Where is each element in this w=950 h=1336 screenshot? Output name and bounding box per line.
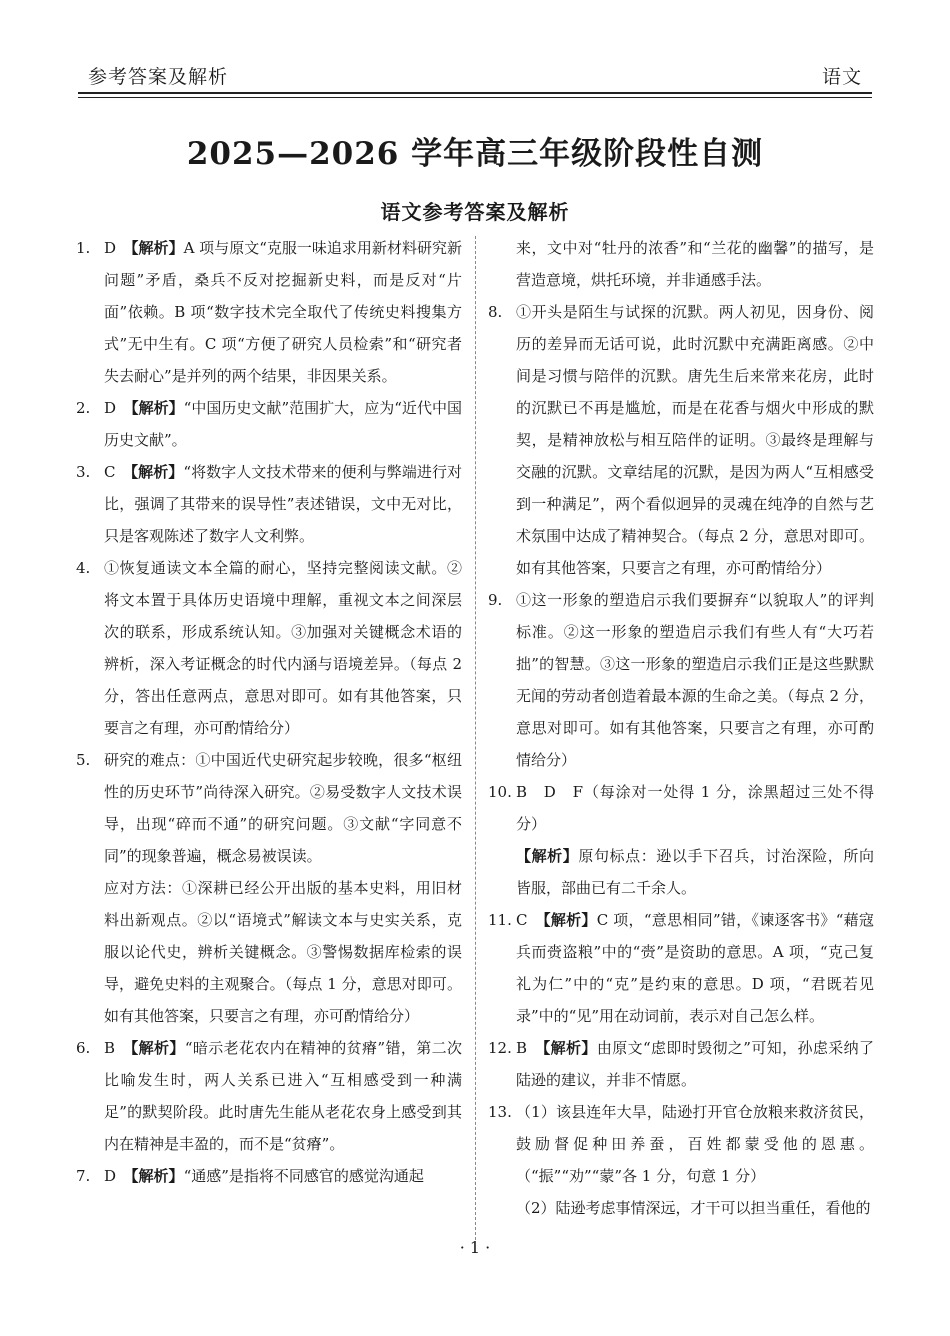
- analysis-tag: 【解析】: [131, 239, 184, 257]
- header-rule-thin: [78, 97, 872, 98]
- item-number: 11.: [488, 911, 512, 929]
- answer-item-6: [76, 1032, 462, 1160]
- page-number: · 1 ·: [459, 1238, 491, 1257]
- item-text: “暗示老花农内在精神的贫瘠”错，第二次比喻发生时，两人关系已进入“互相感受到一种满足”的默契阶段。此时唐先生能从老花农身上感受到其内在精神是丰盈的，而不是“贫瘠”。: [104, 1039, 462, 1153]
- analysis-tag: 【解析】: [543, 911, 597, 929]
- answer-item-11: [488, 904, 874, 1032]
- item-number: 2.: [76, 399, 91, 417]
- item-answer: D: [104, 239, 117, 257]
- item-number: 12.: [488, 1039, 512, 1057]
- item-number: 3.: [76, 463, 91, 481]
- item-text: ①这一形象的塑造启示我们要摒弃“以貌取人”的评判标准。②这一形象的塑造启示我们有些人有“大巧若拙”的智慧。③这一形象的塑造启示我们正是这些默默无闻的劳动者创造着最本源的生命之美。（每点 2 分，意思对即可。如有其他答案，只要言之有理，亦可酌情给分）: [516, 591, 874, 769]
- item-number: 7.: [76, 1167, 91, 1185]
- answer-item-4: [76, 552, 462, 744]
- item-number: 10.: [488, 783, 512, 801]
- analysis-tag: 【解析】: [542, 1039, 597, 1057]
- answer-item-9: [488, 584, 874, 776]
- column-divider: [475, 236, 476, 1240]
- right-column: [488, 232, 874, 1224]
- item-answer: B D F: [516, 783, 584, 801]
- header-rule-thick: [78, 92, 872, 94]
- item-extra-text: [516, 840, 874, 904]
- answer-item-3: [76, 456, 462, 552]
- item-number: 8.: [488, 303, 503, 321]
- analysis-tag: 【解析】: [130, 463, 184, 481]
- item-extra-text: （2）陆逊考虑事情深远，才干可以担当重任，看他的: [516, 1199, 871, 1217]
- document-subtitle: 语文参考答案及解析: [380, 200, 570, 224]
- left-column: [76, 232, 462, 1192]
- item-number: 5.: [76, 751, 91, 769]
- answer-item-5: [76, 744, 462, 1032]
- page-header: [78, 56, 872, 96]
- item-answer: D: [104, 1167, 117, 1185]
- analysis-tag: 【解析】: [516, 847, 579, 865]
- item-answer: B: [104, 1039, 116, 1057]
- item-text: ①开头是陌生与试探的沉默。两人初见，因身份、阅历的差异而无话可说，此时沉默中充满距离感。②中间是习惯与陪伴的沉默。唐先生后来常来花房，此时的沉默已不再是尴尬，而是在花香与烟火中形成的默契，是精神放松与相互陪伴的证明。③最终是理解与交融的沉默。文章结尾的沉默，是因为两人“互相感受到一种满足”，两个看似迥异的灵魂在纯净的自然与艺术氛围中达成了精神契合。（每点 2 分，意思对即可。如有其他答案，只要言之有理，亦可酌情给分）: [516, 303, 874, 577]
- answer-item-12: [488, 1032, 874, 1096]
- item-text: 来，文中对“牡丹的浓香”和“兰花的幽馨”的描写，是营造意境，烘托环境，并非通感手法。: [516, 239, 874, 289]
- analysis-tag: 【解析】: [131, 1167, 184, 1185]
- answer-item-1: [76, 232, 462, 392]
- item-text: “将数字人文技术带来的便利与弊端进行对比，强调了其带来的误导性”表述错误，文中无对比，只是客观陈述了数字人文利弊。: [104, 463, 462, 545]
- item-answer: C: [104, 463, 116, 481]
- item-text: 研究的难点：①中国近代史研究起步较晚，很多“枢纽性的历史环节”尚待深入研究。②易受数字人文技术误导，出现“碎而不通”的研究问题。③文献“字同意不同”的现象普遍，概念易被误读。: [104, 751, 462, 865]
- item-number: 6.: [76, 1039, 91, 1057]
- item-answer: B: [516, 1039, 528, 1057]
- item-text: “中国历史文献”范围扩大，应为“近代中国历史文献”。: [104, 399, 462, 449]
- header-subject-label: 语文: [821, 66, 862, 88]
- item-number: 1.: [76, 239, 91, 257]
- item-text: （1）该县连年大旱，陆逊打开官仓放粮来救济贫民，鼓励督促种田养蚕，百姓都蒙受他的恩惠。（“振”“劝”“蒙”各 1 分，句意 1 分）: [516, 1103, 874, 1185]
- item-text: “通感”是指将不同感官的感觉沟通起: [183, 1167, 424, 1185]
- analysis-tag: 【解析】: [130, 1039, 185, 1057]
- item-extra-body: 原句标点：逊以手下召兵，讨治深险，所向皆服，部曲已有二千余人。: [516, 847, 874, 897]
- answer-item-2: [76, 392, 462, 456]
- answer-item-13: [488, 1096, 874, 1224]
- answer-item-7: [76, 1160, 462, 1192]
- item-number: 9.: [488, 591, 503, 609]
- answer-item-10: [488, 776, 874, 904]
- item-extra-text: 应对方法：①深耕已经公开出版的基本史料，用旧材料出新观点。②以“语境式”解读文本与史实关系，克服以论代史，辨析关键概念。③警惕数据库检索的误导，避免史料的主观聚合。（每点 1 分，意思对即可。如有其他答案，只要言之有理，亦可酌情给分）: [104, 879, 462, 1025]
- item-text: C 项，“意思相同”错，《谏逐客书》“藉寇兵而赍盗粮”中的“赍”是资助的意思。A 项，“克己复礼为仁”中的“克”是约束的意思。D 项，“君既若见录”中的“见”用在动词前，表示对自己怎么样。: [516, 911, 874, 1025]
- item-number: 4.: [76, 559, 91, 577]
- document-title: 2025—2026 学年高三年级阶段性自测: [186, 136, 764, 172]
- item-number: 13.: [488, 1103, 512, 1121]
- item-answer: C: [516, 911, 528, 929]
- header-left-label: 参考答案及解析: [88, 66, 229, 88]
- analysis-tag: 【解析】: [131, 399, 184, 417]
- item-text: A 项与原文“克服一味追求用新材料研究新问题”矛盾，桑兵不反对挖掘新史料，而是反对“片面”依赖。B 项“数字技术完全取代了传统史料搜集方式”无中生有。C 项“方便了研究人员检索”和“研究者失去耐心”是并列的两个结果，非因果关系。: [104, 239, 462, 385]
- item-text: （每涂对一处得 1 分，涂黑超过三处不得分）: [516, 783, 874, 833]
- answer-item-8: [488, 296, 874, 584]
- item-text: 由原文“虑即时毁彻之”可知，孙虑采纳了陆逊的建议，并非不情愿。: [516, 1039, 874, 1089]
- item-answer: D: [104, 399, 117, 417]
- item-text: ①恢复通读文本全篇的耐心，坚持完整阅读文献。②将文本置于具体历史语境中理解，重视文本之间深层次的联系，形成系统认知。③加强对关键概念术语的辨析，深入考证概念的时代内涵与语境差异。（每点 2 分，答出任意两点，意思对即可。如有其他答案，只要言之有理，亦可酌情给分）: [104, 559, 462, 737]
- answer-item-7-continued: [488, 232, 874, 296]
